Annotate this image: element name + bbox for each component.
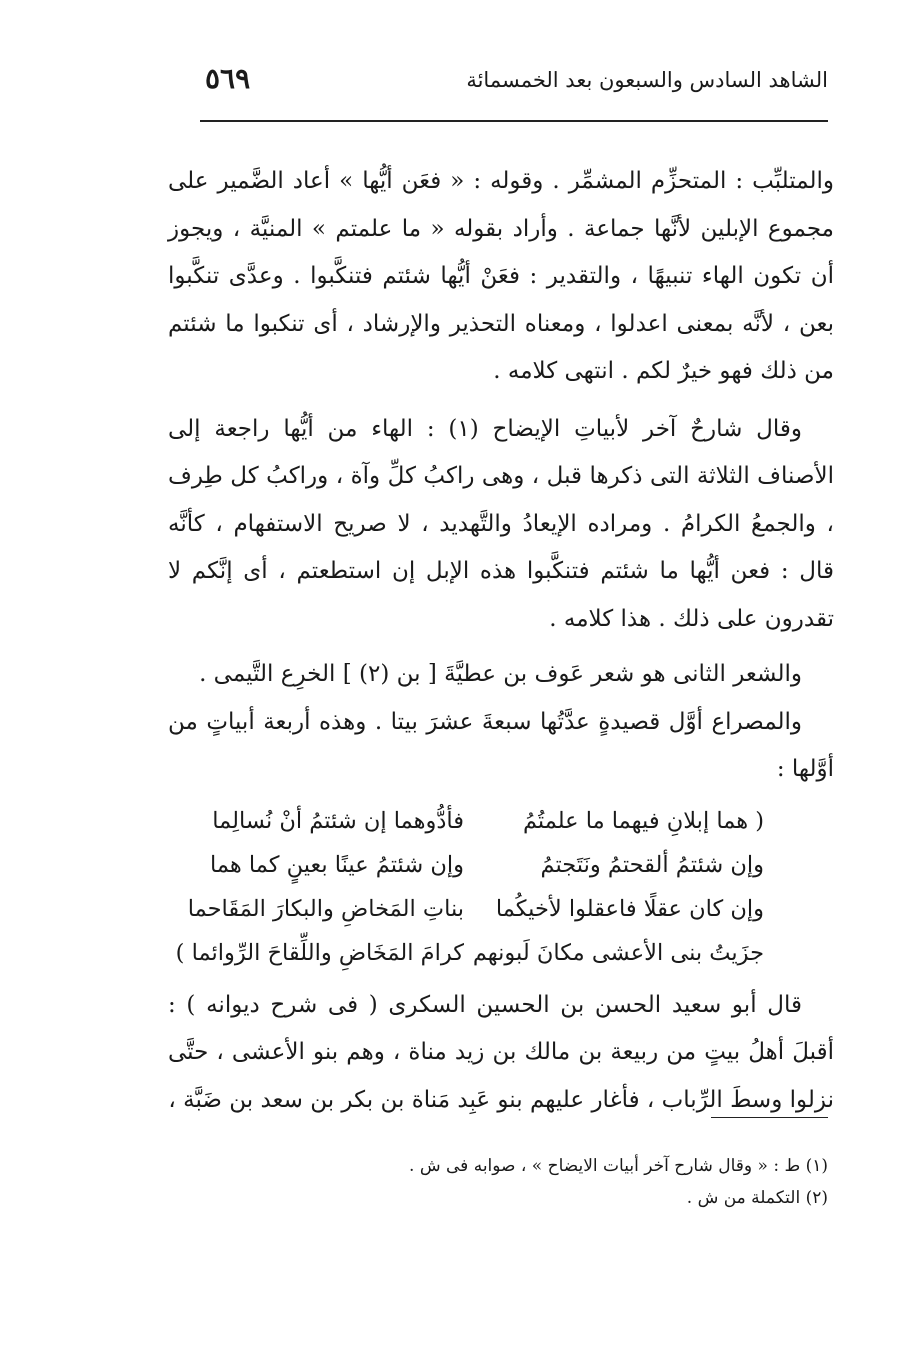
footnote-2: (٢) التكملة من ش . <box>686 1188 828 1208</box>
verse-1-second-hemistich: فأدُّوهما إن شئتمُ أنْ نُسالِما <box>212 807 464 834</box>
verse-2-first-hemistich: وإن شئتمُ ألقحتمُ ونَتَجتمُ <box>540 851 764 878</box>
paragraph-4: والمصراع أوَّل قصيدةٍ عدَّتُها سبعةَ عشرَ بيتا . وهذه أربعة أبياتٍ من أوَّلها : <box>168 708 834 782</box>
main-text <box>168 158 834 1124</box>
paragraph-1: والمتلبِّب : المتحزِّم المشمِّر . وقوله : « فعَن أيُّها » أعاد الضَّمير على مجموع الإبلين لأنَّها جماعة . وأراد بقوله « ما علمتم » المنيَّة ، ويجوز أن تكون الهاء تنبيهًا ، والتقدير : فعَنْ أيُّها شئتم فتنكَّبوا . وعدَّى تنكَّبوا بعن ، لأنَّه بمعنى اعدلوا ، ومعناه التحذير والإرشاد ، أى تنكبوا ما شئتم من ذلك فهو خيرٌ لكم . انتهى كلامه . <box>168 168 834 384</box>
verse-3-second-hemistich: بناتِ المَخاضِ والبكارَ المَقَاحما <box>187 895 464 922</box>
poem-verses <box>168 800 834 976</box>
page-number: ٥٦٩ <box>205 62 251 95</box>
header-rule <box>200 120 828 122</box>
verse-2-second-hemistich: وإن شئتمُ عينًا بعينٍ كما هما <box>209 851 464 878</box>
footnote-1: (١) ط : « وقال شارح آخر أبيات الايضاح » ، صوابه فى ش . <box>409 1156 828 1176</box>
running-title: الشاهد السادس والسبعون بعد الخمسمائة <box>466 68 828 92</box>
paragraph-5: قال أبو سعيد الحسن بن الحسين السكرى ( فى شرح ديوانه ) : أقبلَ أهلُ بيتٍ من ربيعة بن مالك بن زيد مناة ، وهم بنو الأعشى ، حتَّى نزلوا وسطَ الرِّباب ، فأغار عليهم بنو عَبِد مَناة بن بكر بن سعد بن ضَبَّة ، <box>168 991 834 1113</box>
verse-3-first-hemistich: وإن كان عقلًا فاعقلوا لأخيكُما <box>495 895 764 922</box>
verse-4-second-hemistich: كرامَ المَخَاضِ واللِّقاحَ الرِّوائما ) <box>175 939 464 966</box>
paragraph-2: وقال شارحٌ آخر لأبياتِ الإيضاح (١) : الهاء من أيُّها راجعة إلى الأصناف الثلاثة التى ذكرها قبل ، وهى راكبُ كلِّ وآة ، وراكبُ كل طِرف ، والجمعُ الكرامُ . ومراده الإيعادُ والتَّهديد ، لا صريح الاستفهام ، كأنَّه قال : فعن أيُّها ما شئتم فتنكَّبوا هذه الإبل إن استطعتم ، أى إنَّكم لا تقدرون على ذلك . هذا كلامه . <box>168 415 834 632</box>
verse-1 <box>168 800 834 844</box>
footnote-rule <box>711 1117 828 1118</box>
verse-4-first-hemistich: جزَيتُ بنى الأعشى مكانَ لَبونهم <box>472 939 764 966</box>
verse-1-first-hemistich: ( هما إبلانِ فيهما ما علمتُمُ <box>522 807 764 834</box>
verse-4 <box>168 932 834 976</box>
paragraph-3: والشعر الثانى هو شعر عَوف بن عطيَّةَ [ بن (٢) ] الخرِع التَّيمى . <box>199 661 802 687</box>
verse-3 <box>168 888 834 932</box>
verse-2 <box>168 844 834 888</box>
footnotes <box>208 1150 828 1214</box>
page-header <box>200 62 828 102</box>
